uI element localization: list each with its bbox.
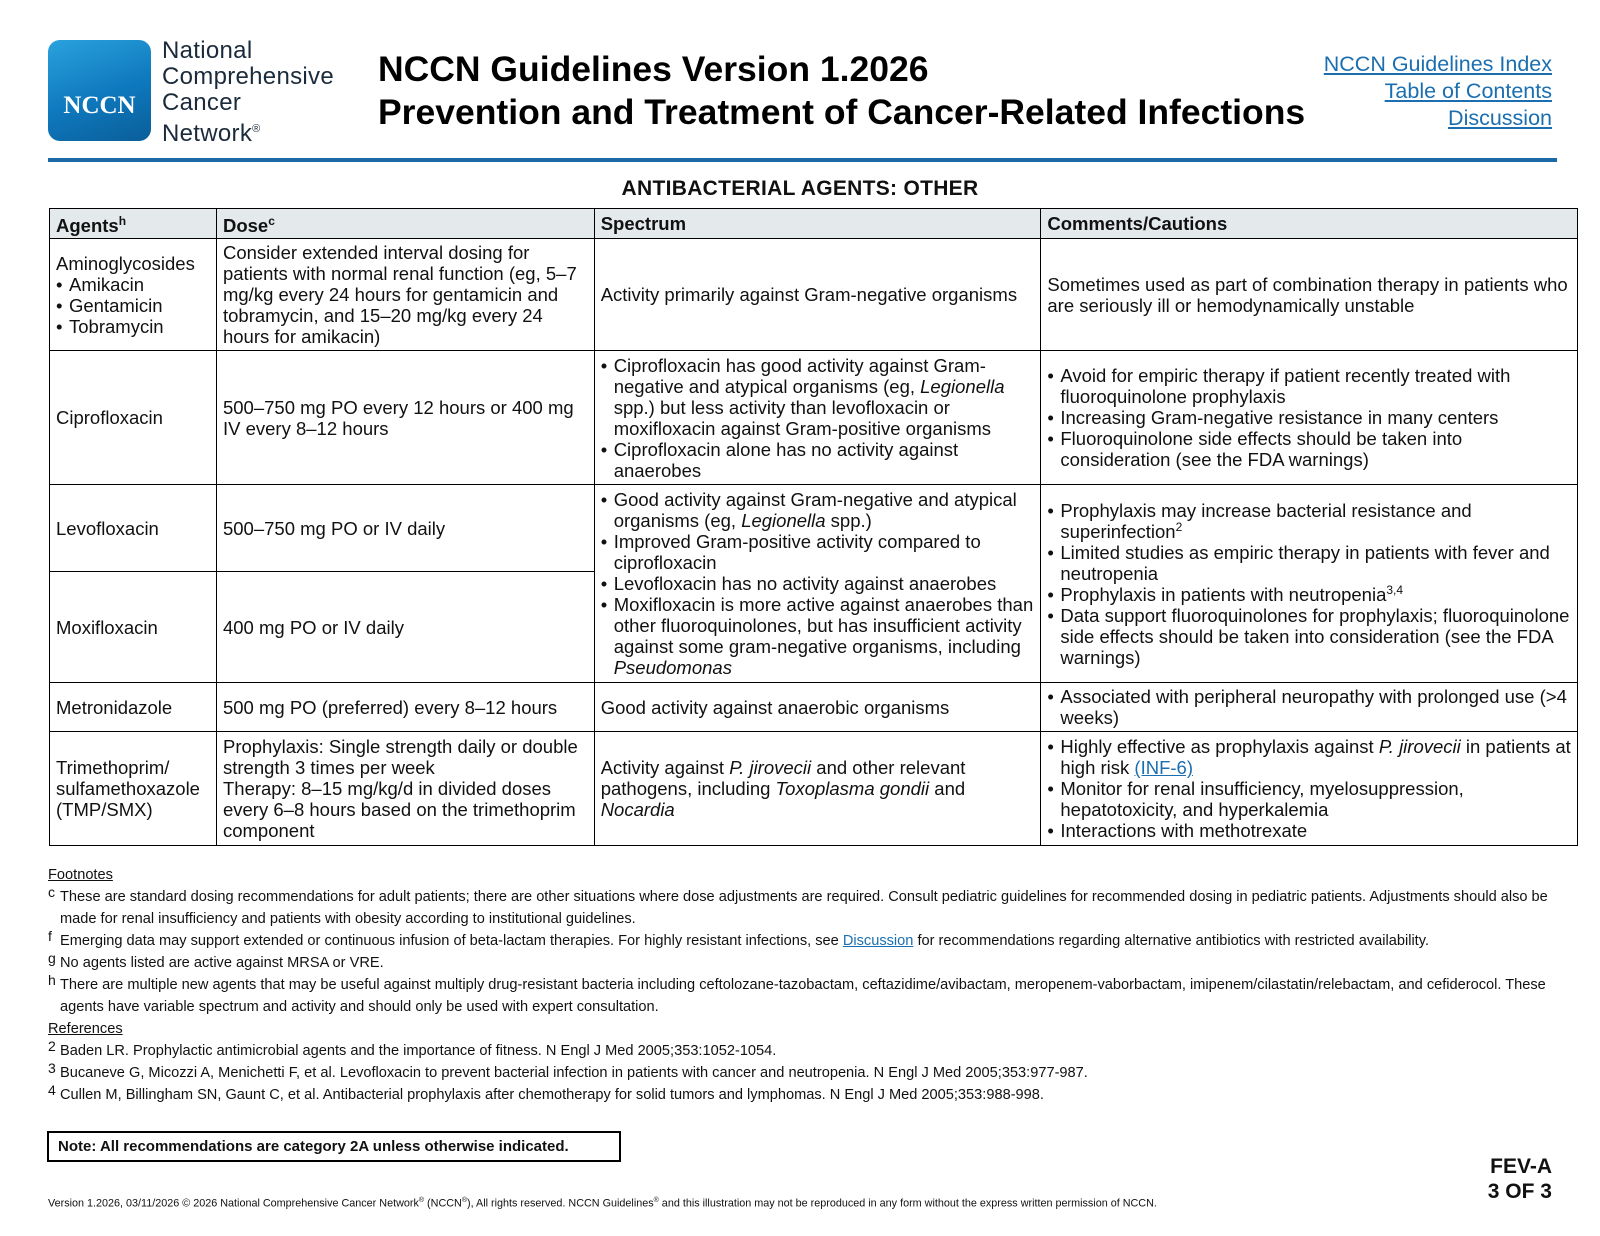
footer-text: ), All rights reserved. NCCN Guidelines (467, 1197, 654, 1210)
table-row (50, 351, 1578, 485)
discussion-inline-link[interactable]: Discussion (842, 933, 914, 949)
comments-cell (1041, 683, 1578, 732)
reference-item (48, 1084, 1568, 1106)
spectrum-list (601, 355, 1035, 481)
column-header-spectrum: Spectrum (594, 209, 1041, 239)
dose-cell (216, 732, 594, 846)
reference-mark: 3 (48, 1060, 56, 1076)
logo-text: NCCN (63, 92, 136, 119)
agent-cell: Levofloxacin (50, 485, 217, 572)
list-item: • Monitor for renal insufficiency, myelosuppression, hepatotoxicity, and hyperkalemia (1047, 778, 1571, 820)
footnote-f (48, 930, 1568, 952)
registered-mark: ® (653, 1197, 659, 1204)
list-item: • Data support fluoroquinolones for prophylaxis; fluoroquinolone side effects should be taken into consideration (see the FDA warnings) (1047, 605, 1571, 668)
footnote-mark: h (48, 972, 56, 988)
page-code: FEV-A (1490, 1155, 1552, 1178)
agent-cell (50, 732, 217, 846)
spectrum-cell (594, 485, 1041, 683)
list-item: • Increasing Gram-negative resistance in many centers (1047, 407, 1571, 428)
page-number: 3 OF 3 (1487, 1180, 1552, 1203)
header-label: Agents (56, 215, 119, 237)
footnote-text: These are standard dosing recommendations for adult patients; there are other situations where dose adjustments are required. Consult pediatric guidelines for recommended dosing in pediatric patients. Adjustments should also be made for renal insufficiency and patients with obesity according to institutional guidelines. (60, 889, 1548, 927)
text-span: Prophylaxis in patients with neutropenia (1060, 583, 1387, 605)
text-span: and (929, 778, 966, 800)
title-line-version: NCCN Guidelines Version 1.2026 (378, 49, 929, 89)
agent-cell: Moxifloxacin (50, 572, 217, 683)
reference-mark: 2 (48, 1038, 56, 1054)
list-item: • Improved Gram-positive activity compared to ciprofloxacin (601, 531, 1035, 573)
agent-name: Aminoglycosides (56, 252, 195, 274)
list-item (601, 594, 1035, 678)
footnote-text: No agents listed are active against MRSA or VRE. (60, 955, 384, 971)
text-span: Activity against (600, 757, 730, 779)
dose-cell: 500 mg PO (preferred) every 8–12 hours (216, 683, 594, 732)
footnote-text: There are multiple new agents that may be useful against multiply drug-resistant bacteria including ceftolozane-tazobactam, ceftazidime/avibactam, meropenem-vaborbactam, imipenem/cilastatin/relebactam, and cefiderocol. These agents have variable spectrum and activity and should only be used with expert consultation. (60, 977, 1546, 1015)
list-item: • Levofloxacin has no activity against anaerobes (601, 573, 1035, 594)
dose-cell: Consider extended interval dosing for patients with normal renal function (eg, 5–7 mg/kg every 24 hours for gentamicin and tobramycin, and 15–20 mg/kg every 24 hours for amikacin) (216, 239, 594, 351)
table-row (50, 485, 1578, 572)
org-name-line: National (162, 37, 253, 64)
list-item (601, 489, 1035, 531)
list-item: • Avoid for empiric therapy if patient recently treated with fluoroquinolone prophylaxis (1047, 365, 1571, 407)
comments-cell (1041, 485, 1578, 683)
spectrum-list (601, 489, 1035, 678)
table-row (50, 239, 1578, 351)
organism-name: Pseudomonas (613, 657, 732, 679)
text-span: Ciprofloxacin has good activity against Gram-negative and atypical organisms (eg, (613, 354, 986, 397)
page-title (378, 48, 1305, 134)
section-title: ANTIBACTERIAL AGENTS: OTHER (621, 177, 979, 200)
list-item: • Associated with peripheral neuropathy with prolonged use (>4 weeks) (1047, 686, 1571, 728)
list-item: • Tobramycin (56, 316, 210, 337)
reference-text: Bucaneve G, Micozzi A, Menichetti F, et al. Levofloxacin to prevent bacterial infection in patients with cancer and neutropenia. N Engl J Med 2005;353:977-987. (60, 1065, 1088, 1081)
organism-name: Toxoplasma gondii (775, 778, 930, 800)
table-of-contents-link[interactable]: Table of Contents (1384, 79, 1552, 103)
copyright-footer (48, 1197, 1157, 1210)
footnote-text: for recommendations regarding alternative antibiotics with restricted availability. (913, 933, 1430, 949)
footnote-mark: c (48, 884, 55, 900)
agent-list (56, 274, 210, 337)
list-item: • Ciprofloxacin alone has no activity against anaerobes (601, 439, 1035, 481)
list-item: • Gentamicin (56, 295, 210, 316)
reference-item (48, 1040, 1568, 1062)
footnote-mark: c (268, 214, 275, 228)
guidelines-index-link[interactable]: NCCN Guidelines Index (1323, 52, 1552, 76)
comments-list (1047, 500, 1571, 668)
footnote-c (48, 886, 1568, 930)
list-item: • Interactions with methotrexate (1047, 820, 1571, 841)
reference-item (48, 1062, 1568, 1084)
text-span: Highly effective as prophylaxis against (1060, 736, 1379, 758)
footnote-text: Emerging data may support extended or continuous infusion of beta-lactam therapies. For highly resistant infections, see (60, 933, 843, 949)
organism-name: Legionella (741, 510, 826, 532)
reference-text: Baden LR. Prophylactic antimicrobial agents and the importance of fitness. N Engl J Med 2005;353:1052-1054. (60, 1043, 777, 1059)
comments-list (1047, 365, 1571, 470)
title-line-topic: Prevention and Treatment of Cancer-Related Infections (378, 92, 1306, 132)
list-item: • Amikacin (56, 274, 210, 295)
list-item (601, 355, 1035, 439)
column-header-comments: Comments/Cautions (1041, 209, 1578, 239)
references-heading: References (48, 1021, 123, 1037)
header-divider (48, 158, 1557, 162)
dose-cell: 500–750 mg PO or IV daily (216, 485, 594, 572)
column-header-agents (50, 209, 217, 239)
text-span: spp.) (825, 510, 872, 532)
discussion-link[interactable]: Discussion (1448, 106, 1552, 130)
organism-name: P. jirovecii (729, 757, 812, 779)
comments-list (1047, 686, 1571, 728)
registered-mark: ® (418, 1197, 425, 1204)
footer-text: and this illustration may not be reproduced in any form without the express written permission of NCCN. (658, 1197, 1157, 1210)
list-item (1047, 584, 1571, 605)
agent-name-line: (TMP/SMX) (56, 799, 153, 821)
spectrum-cell (594, 732, 1041, 846)
antibacterial-table (49, 208, 1578, 846)
reference-mark: 2 (1175, 519, 1183, 534)
spectrum-cell: Good activity against anaerobic organisms (594, 683, 1041, 732)
text-span: Good activity against Gram-negative and atypical organisms (eg, (613, 489, 1017, 532)
text-span: in patients at high risk (1060, 736, 1571, 779)
spectrum-cell (594, 351, 1041, 485)
dose-prophylaxis: Prophylaxis: Single strength daily or double strength 3 times per week (222, 736, 578, 779)
inf-6-link[interactable]: (INF-6) (1134, 757, 1193, 779)
list-item: • Limited studies as empiric therapy in patients with fever and neutropenia (1047, 542, 1571, 584)
list-item: • Fluoroquinolone side effects should be taken into consideration (see the FDA warnings) (1047, 428, 1571, 470)
agent-cell (50, 239, 217, 351)
table-row (50, 732, 1578, 846)
header-label: Dose (222, 215, 269, 237)
org-name-line (162, 116, 334, 147)
table-header-row (50, 209, 1578, 239)
category-note: Note: All recommendations are category 2A unless otherwise indicated. (47, 1131, 621, 1162)
organism-name: P. jirovecii (1378, 736, 1461, 758)
agent-name-line: sulfamethoxazole (56, 778, 200, 800)
footnote-mark: g (48, 950, 56, 966)
org-name-line: Comprehensive (162, 63, 334, 90)
organism-name: Nocardia (600, 799, 675, 821)
footnote-g (48, 952, 1568, 974)
text-span: Moxifloxacin is more active against anaerobes than other fluoroquinolones, but has insufficient activity against some gram-negative organisms, including (613, 594, 1034, 658)
comments-cell: Sometimes used as part of combination therapy in patients who are seriously ill or hemodynamically unstable (1041, 239, 1578, 351)
text-span: spp.) but less activity than levofloxacin or moxifloxacin against Gram-positive organisms (613, 396, 992, 439)
reference-text: Cullen M, Billingham SN, Gaunt C, et al. Antibacterial prophylaxis after chemotherapy for solid tumors and lymphomas. N Engl J Med 2005;353:988-998. (60, 1087, 1044, 1103)
page-identifier (1488, 1154, 1552, 1204)
registered-mark: ® (461, 1197, 468, 1204)
comments-cell (1041, 351, 1578, 485)
footnote-mark: h (118, 214, 127, 228)
dose-cell: 400 mg PO or IV daily (216, 572, 594, 683)
footnote-h (48, 974, 1568, 1018)
reference-mark: 3,4 (1386, 582, 1404, 597)
footnote-mark: f (48, 928, 52, 944)
spectrum-cell: Activity primarily against Gram-negative organisms (594, 239, 1041, 351)
footer-text: (NCCN (424, 1197, 462, 1210)
comments-list (1047, 736, 1571, 841)
organism-name: Legionella (920, 375, 1005, 397)
text-span: Prophylaxis may increase bacterial resistance and superinfection (1060, 499, 1472, 542)
registered-mark: ® (252, 123, 261, 135)
navigation-links (1324, 51, 1552, 132)
footnotes-heading: Footnotes (48, 867, 113, 883)
agent-name-line: Trimethoprim/ (56, 757, 170, 779)
dose-therapy: Therapy: 8–15 mg/kg/d in divided doses every 6–8 hours based on the trimethoprim component (222, 778, 576, 842)
reference-mark: 4 (48, 1082, 56, 1098)
footnotes-section (48, 864, 1568, 1106)
org-name-word: Network (162, 120, 253, 147)
list-item (1047, 736, 1571, 778)
agent-cell: Ciprofloxacin (50, 351, 217, 485)
text-span: and other relevant pathogens, including (600, 757, 966, 800)
agent-cell: Metronidazole (50, 683, 217, 732)
nccn-logo (48, 40, 151, 141)
footer-text: Version 1.2026, 03/11/2026 © 2026 National Comprehensive Cancer Network (48, 1197, 419, 1210)
table-row (50, 683, 1578, 732)
org-name-line: Cancer (162, 89, 242, 116)
column-header-dose (216, 209, 594, 239)
comments-cell (1041, 732, 1578, 846)
dose-cell: 500–750 mg PO every 12 hours or 400 mg IV every 8–12 hours (216, 351, 594, 485)
list-item (1047, 500, 1571, 542)
organization-name (162, 38, 334, 147)
